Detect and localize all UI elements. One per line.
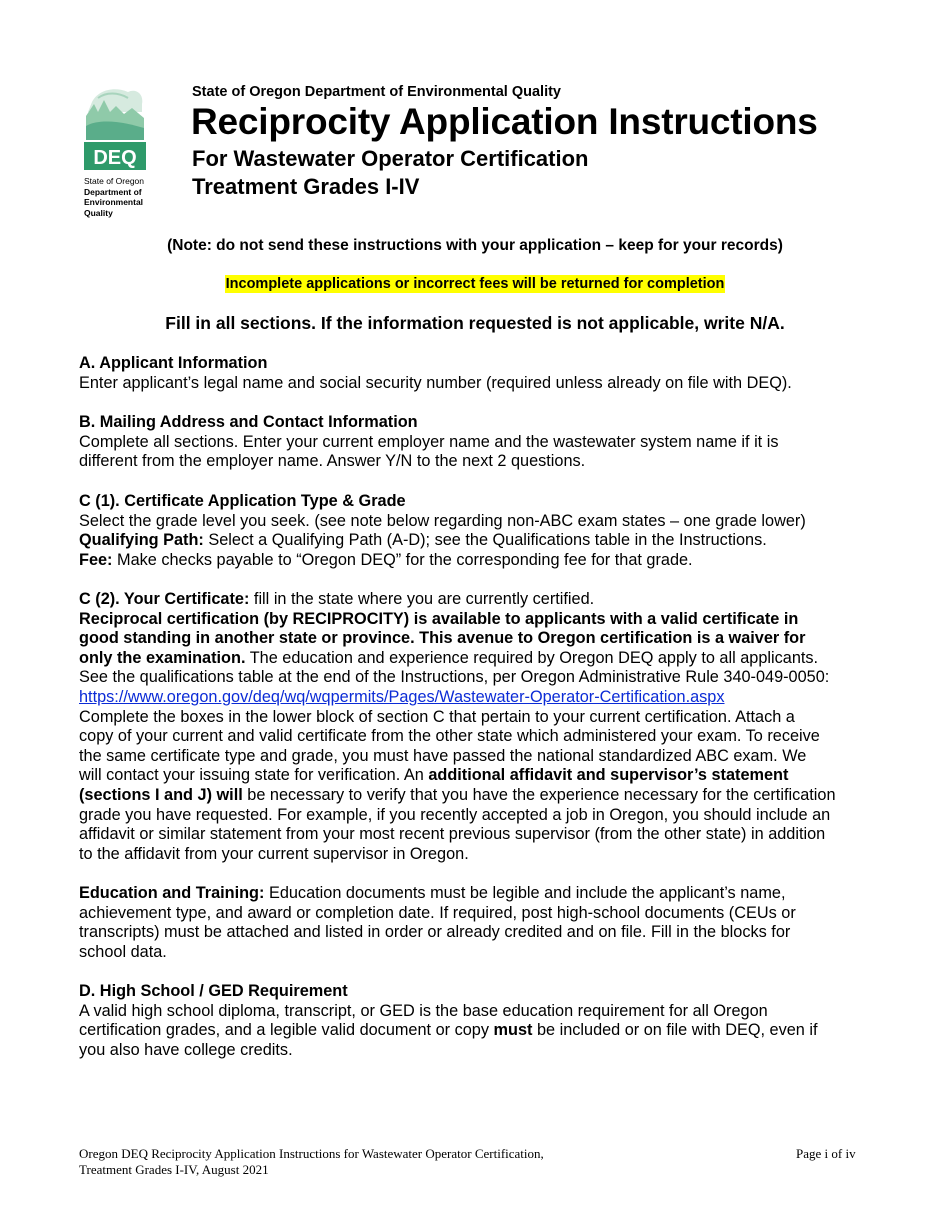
edu-text-1: Education documents must be legible and include the applicant’s name, [264, 884, 786, 902]
edu-text-4: school data. [79, 942, 167, 961]
header-org: State of Oregon Department of Environmental Quality [192, 84, 561, 100]
c2-text-6: Complete the boxes in the lower block of section C that pertain to your current certification. Attach a [79, 707, 795, 726]
page-subtitle-1: For Wastewater Operator Certification [192, 146, 589, 171]
section-b [79, 413, 879, 472]
fee-label: Fee: [79, 550, 113, 569]
footer-page-number: Page i of iv [796, 1146, 856, 1161]
edu-line-1 [79, 884, 879, 904]
c2-text-7: copy of your current and valid certificate from the other state which administered your exam. To receive [79, 727, 820, 746]
logo-caption-line3: Environmental [84, 197, 144, 207]
section-b-text-1: Complete all sections. Enter your current employer name and the wastewater system name if it is [79, 432, 779, 451]
edu-text-2: achievement type, and award or completion date. If required, post high-school documents (CEUs or [79, 903, 796, 922]
d-text-3: you also have college credits. [79, 1040, 293, 1059]
warning-text: Incomplete applications or incorrect fees will be returned for completion [225, 276, 725, 292]
c2-line-10 [79, 786, 879, 806]
section-c2-heading-text: fill in the state where you are currently certified. [249, 590, 595, 608]
logo-caption-line2: Department of [84, 186, 142, 197]
section-a [79, 354, 879, 393]
section-c1-fee [79, 551, 879, 571]
d-text-1: A valid high school diploma, transcript, or GED is the base education requirement for all Oregon [79, 1001, 768, 1020]
qualifying-path-text: Select a Qualifying Path (A-D); see the Qualifications table in the Instructions. [203, 531, 767, 550]
section-c1-line1: Select the grade level you seek. (see note below regarding non-ABC exam states – one grade lower) [79, 511, 806, 530]
c2-text-4: See the qualifications table at the end of the Instructions, per Oregon Administrative Rule 340-049-0050: [79, 668, 830, 687]
section-a-heading: A. Applicant Information [79, 354, 268, 372]
section-a-text: Enter applicant’s legal name and social security number (required unless already on file with DEQ). [79, 373, 792, 392]
c2-text-9b: additional affidavit and supervisor’s statement [428, 766, 789, 785]
c2-text-8: the same certificate type and grade, you must have passed the national standardized ABC exam. We [79, 746, 807, 765]
section-c2 [79, 590, 879, 864]
footer-document-info [79, 1146, 544, 1178]
logo-mark: DEQ [93, 147, 137, 169]
d-text-2a: certification grades, and a legible valid document or copy [79, 1021, 494, 1040]
c2-bold-line-3: only the examination. [79, 648, 246, 667]
c2-text-9a: will contact your issuing state for verification. An [79, 766, 429, 785]
section-education [79, 884, 879, 962]
deq-logo [84, 82, 148, 218]
c2-bold-line-2: good standing in another state or province. This avenue to Oregon certification is a waiver for [79, 629, 806, 648]
page-subtitle-2: Treatment Grades I-IV [192, 174, 420, 199]
c2-text-13: to the affidavit from your current supervisor in Oregon. [79, 844, 469, 863]
edu-text-3: transcripts) must be attached and listed in order or already credited and on file. Fill in the blocks for [79, 923, 791, 942]
footer-line-1: Oregon DEQ Reciprocity Application Instructions for Wastewater Operator Certification, [79, 1146, 544, 1161]
logo-caption [84, 176, 148, 218]
section-c1 [79, 492, 879, 570]
section-c1-heading: C (1). Certificate Application Type & Grade [79, 492, 406, 510]
c2-line-9 [79, 766, 879, 786]
footer-line-2: Treatment Grades I-IV, August 2021 [79, 1162, 269, 1177]
certification-link[interactable]: https://www.oregon.gov/deq/wq/wqpermits/Pages/Wastewater-Operator-Certification.aspx [79, 687, 725, 706]
d-line-2 [79, 1021, 879, 1041]
qualifying-path-label: Qualifying Path: [79, 531, 204, 550]
section-d-heading: D. High School / GED Requirement [79, 982, 348, 1000]
section-b-heading: B. Mailing Address and Contact Information [79, 413, 418, 431]
section-d [79, 982, 879, 1060]
c2-text-3: The education and experience required by Oregon DEQ apply to all applicants. [245, 648, 819, 667]
c2-text-10a: (sections I and J) will [79, 785, 243, 804]
logo-caption-line1: State of Oregon [84, 176, 145, 186]
section-c2-heading: C (2). Your Certificate: [79, 590, 250, 608]
warning-banner [0, 276, 950, 292]
section-b-text-2: different from the employer name. Answer Y/N to the next 2 questions. [79, 452, 586, 471]
d-text-2c: be included or on file with DEQ, even if [532, 1021, 818, 1040]
d-text-2b: must [493, 1021, 533, 1040]
c2-bold-line-1: Reciprocal certification (by RECIPROCITY) is available to applicants with a valid certificate in [79, 609, 799, 628]
fee-text: Make checks payable to “Oregon DEQ” for the corresponding fee for that grade. [112, 550, 693, 569]
c2-text-10b: be necessary to verify that you have the experience necessary for the certification [242, 785, 836, 804]
page-title: Reciprocity Application Instructions [191, 101, 818, 142]
edu-label: Education and Training: [79, 884, 265, 902]
deq-logo-graphic [84, 82, 146, 172]
section-c1-qualifying-path [79, 531, 879, 551]
c2-text-12: affidavit or similar statement from your most recent previous supervisor (from the other state) in addition [79, 825, 826, 844]
fill-instruction: Fill in all sections. If the information requested is not applicable, write N/A. [165, 313, 785, 333]
c2-text-11: grade you have requested. For example, if you recently accepted a job in Oregon, you should include an [79, 805, 831, 824]
records-note: (Note: do not send these instructions with your application – keep for your records) [167, 237, 783, 254]
logo-caption-line4: Quality [84, 207, 113, 218]
c2-line-3 [79, 649, 879, 669]
section-c2-heading-line [79, 590, 879, 610]
